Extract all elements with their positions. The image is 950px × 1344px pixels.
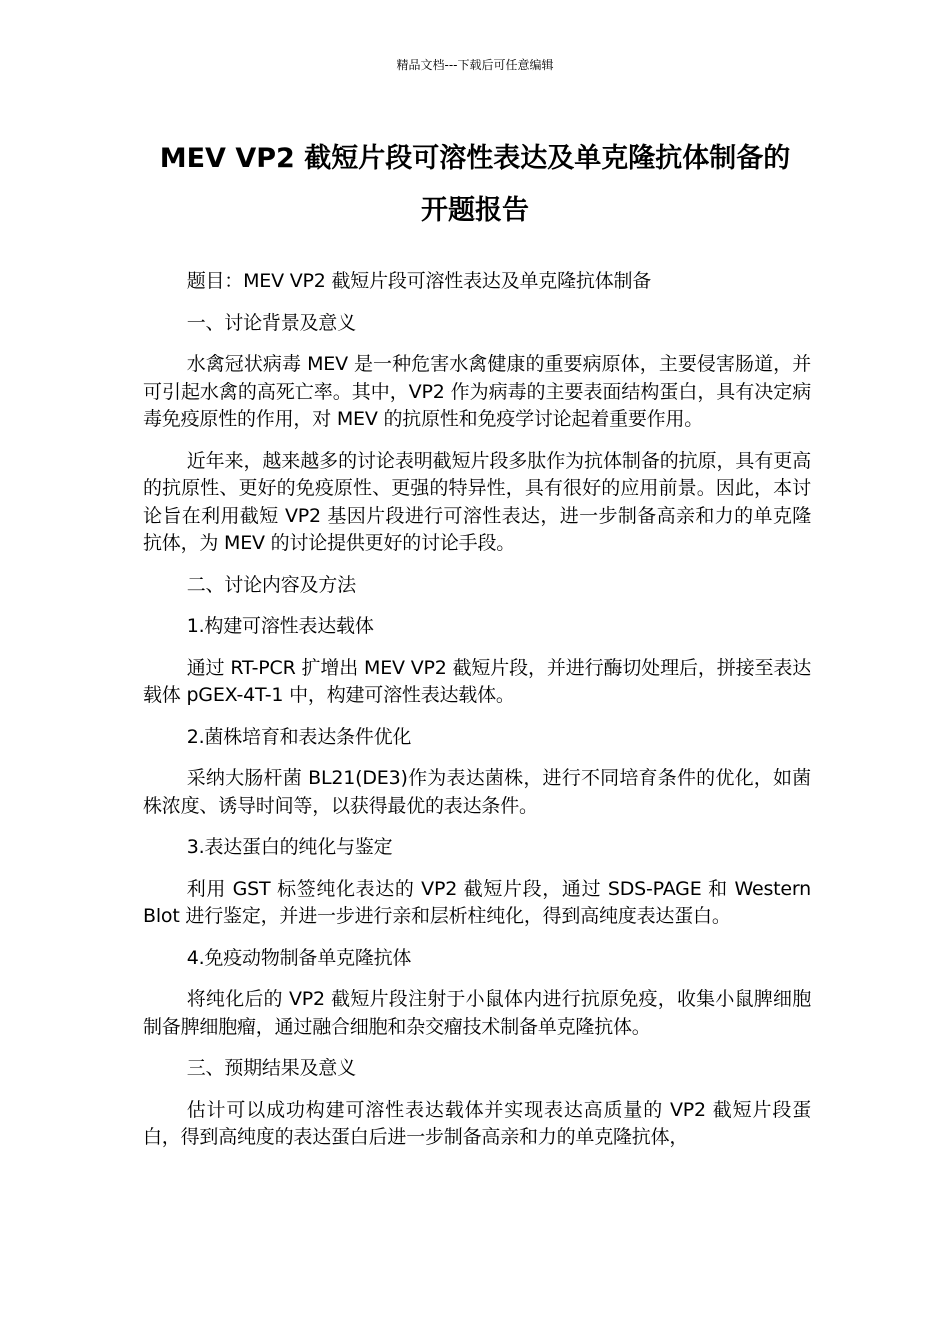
topic-line: 题目：MEV VP2 截短片段可溶性表达及单克隆抗体制备 — [186, 270, 652, 292]
document-body — [143, 268, 811, 1166]
paragraph-background-1: 水禽冠状病毒 MEV 是一种危害水禽健康的重要病原体，主要侵害肠道，并可引起水禽的高死亡率。其中，VP2 作为病毒的主要表面结构蛋白，具有决定病毒免疫原性的作用，对 MEV 的抗原性和免疫学讨论起着重要作用。 — [143, 353, 811, 430]
paragraph-antibody-preparation: 将纯化后的 VP2 截短片段注射于小鼠体内进行抗原免疫，收集小鼠脾细胞制备脾细胞瘤，通过融合细胞和杂交瘤技术制备单克隆抗体。 — [143, 988, 811, 1038]
paragraph-expected-results: 估计可以成功构建可溶性表达载体并实现表达高质量的 VP2 截短片段蛋白，得到高纯度的表达蛋白后进一步制备高亲和力的单克隆抗体， — [143, 1098, 811, 1148]
paragraph-strain-optimization: 采纳大肠杆菌 BL21(DE3)作为表达菌株，进行不同培育条件的优化，如菌株浓度、诱导时间等，以获得最优的表达条件。 — [143, 767, 811, 817]
subheading-strain-optimization: 2.菌株培育和表达条件优化 — [186, 725, 412, 748]
document-title — [100, 133, 850, 237]
section-heading-background: 一、讨论背景及意义 — [186, 311, 356, 334]
subheading-vector-construction: 1.构建可溶性表达载体 — [186, 615, 374, 637]
section-heading-methods: 二、讨论内容及方法 — [186, 573, 356, 596]
section-heading-expected-results: 三、预期结果及意义 — [186, 1057, 356, 1079]
paragraph-vector-construction: 通过 RT-PCR 扩增出 MEV VP2 截短片段，并进行酶切处理后，拼接至表达载体 pGEX-4T-1 中，构建可溶性表达载体。 — [143, 656, 811, 706]
subheading-antibody-preparation: 4.免疫动物制备单克隆抗体 — [186, 946, 412, 969]
document-title-line-1: MEV VP2 截短片段可溶性表达及单克隆抗体制备的 — [159, 143, 791, 174]
page-header-watermark: 精品文档---下载后可任意编辑 — [396, 58, 554, 72]
subheading-protein-purification: 3.表达蛋白的纯化与鉴定 — [186, 836, 393, 858]
document-title-line-2: 开题报告 — [421, 195, 529, 226]
paragraph-background-2: 近年来，越来越多的讨论表明截短片段多肽作为抗体制备的抗原，具有更高的抗原性、更好的免疫原性、更强的特异性，具有很好的应用前景。因此，本讨论旨在利用截短 VP2 基因片段进行可溶性表达，进一步制备高亲和力的单克隆抗体，为 MEV 的讨论提供更好的讨论手段。 — [143, 449, 811, 554]
paragraph-protein-purification: 利用 GST 标签纯化表达的 VP2 截短片段，通过 SDS-PAGE 和 Western Blot 进行鉴定，并进一步进行亲和层析柱纯化，得到高纯度表达蛋白。 — [143, 877, 811, 927]
